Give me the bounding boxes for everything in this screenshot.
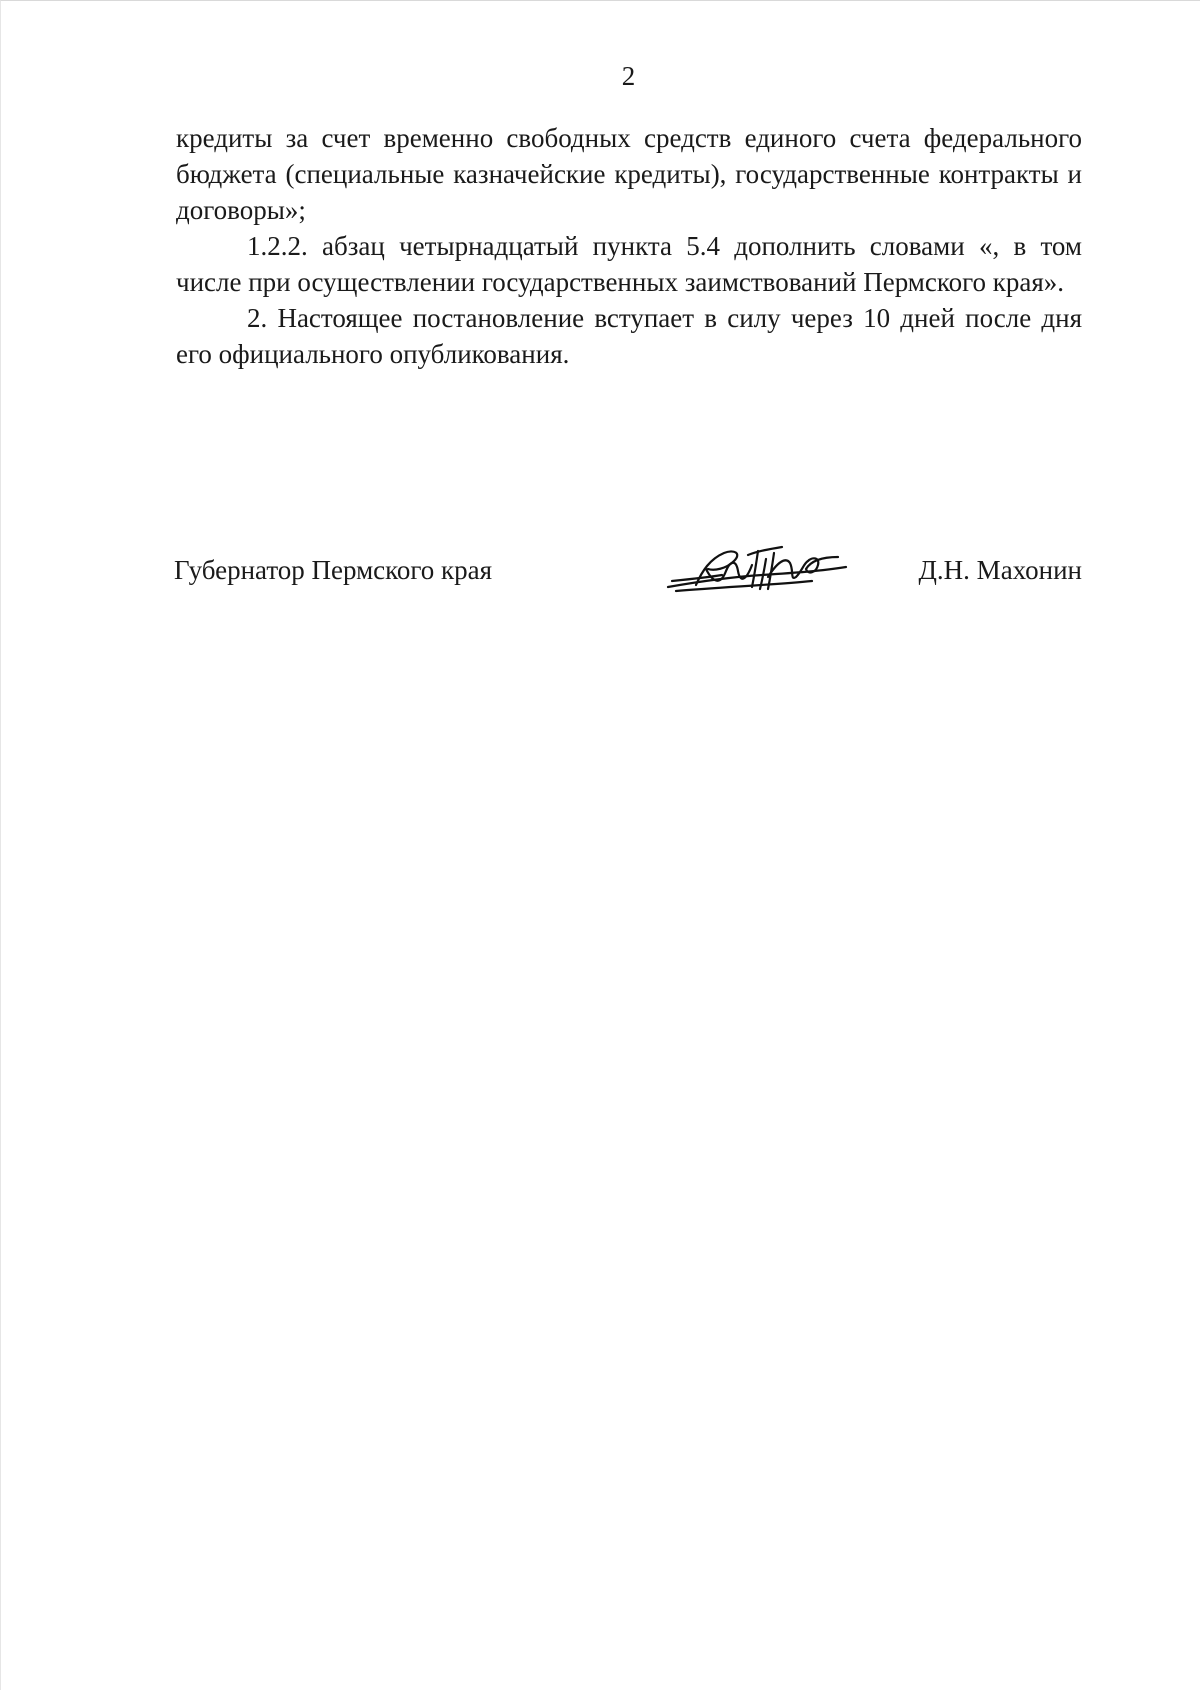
signer-title: Губернатор Пермского края (174, 555, 493, 585)
paragraph-continuation: кредиты за счет временно свободных средств единого счета федерального бюджета (специальные казначейские кредиты), государственные контракты и договоры»; (176, 123, 1082, 225)
signer-name: Д.Н. Махонин (918, 555, 1082, 585)
handwritten-signature-icon (662, 541, 852, 601)
paragraph-item-1-2-2: 1.2.2. абзац четырнадцатый пункта 5.4 дополнить словами «, в том числе при осуществлении государственных заимствований Пермского края». (176, 231, 1082, 297)
paragraph-item-2: 2. Настоящее постановление вступает в силу через 10 дней после дня его официального опубликования. (176, 303, 1082, 369)
document-body (176, 120, 1082, 372)
page-number: 2 (621, 61, 636, 91)
signature-block (174, 549, 1082, 609)
